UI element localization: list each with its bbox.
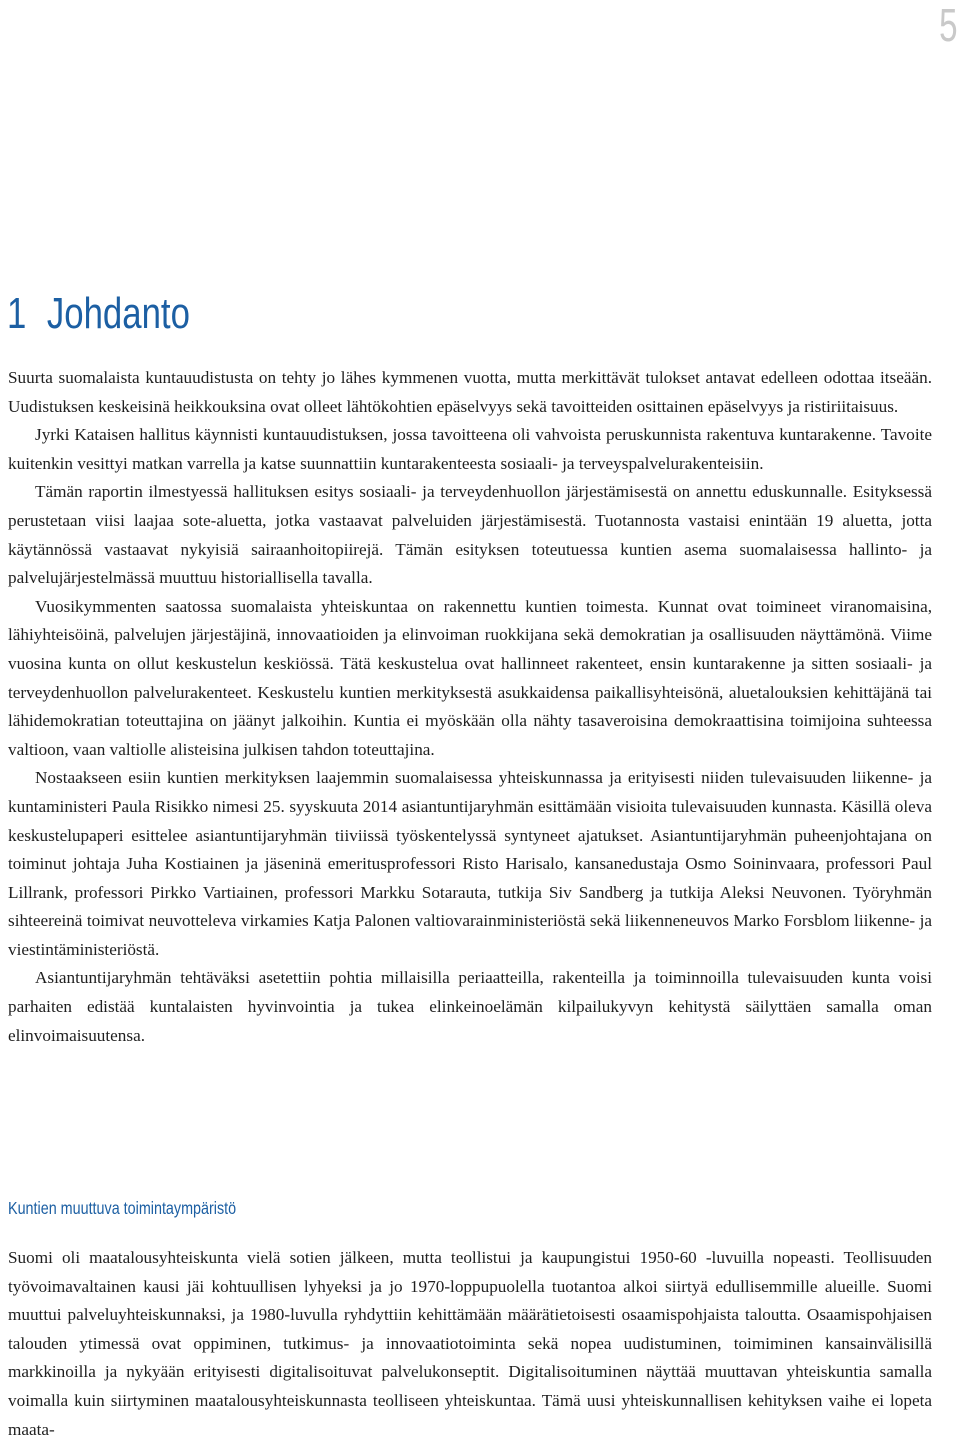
intro-paragraph-5: Nostaakseen esiin kuntien merkityksen laajemmin suomalaisessa yhteiskunnassa ja erityisesti niiden tulevaisuuden liikenne- ja kuntaministeri Paula Risikko nimesi 25. syyskuuta 2014 asiantuntijaryhmän esittämään visioita tulevaisuuden kunnasta. Käsillä oleva keskustelupaperi esittelee asiantuntijaryhmän tiiviissä työskentelyssä syntyneet ajatukset. Asiantuntijaryhmän puheenjohtajana on toiminut johtaja Juha Kostiainen ja jäseninä emeritusprofessori Risto Harisalo, kansanedustaja Osmo Soininvaara, professori Paul Lillrank, professori Pirkko Vartiainen, professori Markku Sotarauta, tutkija Siv Sandberg ja tutkija Aleksi Neuvonen. Työryhmän sihteereinä toimivat neuvotteleva virkamies Katja Palonen valtiovarainministeriöstä sekä liikenneneuvos Marko Forsblom liikenne- ja viestintäministeriöstä. bbox=[8, 768, 932, 959]
section-paragraph-1: Suomi oli maatalousyhteiskunta vielä sotien jälkeen, mutta teollistui ja kaupungistui 1950-60 -luvuilla nopeasti. Teollisuuden työvoimavaltainen kausi jäi kohtuullisen lyhyeksi ja jo 1970-loppupuolella tuotantoa alkoi siirtyä edullisemmille alueille. Suomi muuttui palveluyhteiskunnaksi, ja 1980-luvulla ryhdyttiin kehittämään määrätietoisesti osaamispohjaista taloutta. Osaamispohjaisen talouden ytimessä ovat oppiminen, tutkimus- ja innovaatiotoiminta sekä nopea uudistuminen, toimiminen kansainvälisillä markkinoilla ja nykyään erityisesti digitalisoituvat palvelukonseptit. Digitalisoituminen näyttää muuttavan yhteiskuntia samalla voimalla kuin siirtyminen maatalousyhteiskunnasta teolliseen yhteiskuntaa. Tämä uusi yhteiskunnallisen kehityksen vaihe ei lopeta maata- bbox=[8, 1248, 932, 1439]
intro-paragraph-2: Jyrki Kataisen hallitus käynnisti kuntauudistuksen, jossa tavoitteena oli vahvoista peruskunnista rakentuva kuntarakenne. Tavoite kuitenkin vesittyi matkan varrella ja katse suunnattiin kuntarakenteesta sosiaali- ja terveyspalvelurakenteisiin. bbox=[8, 425, 932, 473]
section-heading: Kuntien muuttuva toimintaympäristö bbox=[8, 1198, 237, 1218]
intro-paragraph-6: Asiantuntijaryhmän tehtäväksi asetettiin pohtia millaisilla periaatteilla, rakenteilla ja toiminnoilla tulevaisuuden kunta voisi parhaiten edistää kuntalaisten hyvinvointia ja tukea elinkeinoelämän kilpailukyvyn kehitystä säilyttäen samalla oman elinvoimaisuutensa. bbox=[8, 968, 932, 1045]
page-number: 5 bbox=[939, 0, 958, 51]
chapter-number: 1 bbox=[7, 289, 27, 338]
section-text bbox=[8, 1244, 932, 1444]
intro-paragraph-3: Tämän raportin ilmestyessä hallituksen esitys sosiaali- ja terveydenhuollon järjestämisestä on annettu eduskunnalle. Esityksessä perustetaan viisi laajaa sote-aluetta, jotka vastaavat palveluiden järjestämisestä. Tuotannosta vastaisi enintään 19 aluetta, jotta käytännössä vastaavat nykyisiä sairaanhoitopiirejä. Tämän esityksen toteutuessa kuntien asema suomalaisessa hallinto- ja palvelujärjestelmässä muuttuu historiallisella tavalla. bbox=[8, 482, 932, 588]
chapter-heading bbox=[7, 288, 190, 341]
intro-paragraph-4: Vuosikymmenten saatossa suomalaista yhteiskuntaa on rakennettu kuntien toimesta. Kunnat ovat toimineet viranomaisina, lähiyhteisöinä, palvelujen järjestäjinä, innovaatioiden ja elinvoiman ruokkijana sekä demokratian ja osallisuuden näyttämönä. Viime vuosina kunta on ollut keskustelun keskiössä. Tätä keskustelua ovat hallinneet rakenteet, ensin kuntarakenne ja sitten sosiaali- ja terveydenhuollon palvelurakenteet. Keskustelu kuntien merkityksestä asukkaidensa paikallisyhteisönä, aluetalouksien kehittäjänä tai lähidemokratian toteuttajina on jäänyt jalkoihin. Kuntia ei myöskään olla nähty tasaveroisina demokraattisina toimijoina suhteessa valtioon, vaan valtiolle alisteisina julkisen tahdon toteuttajina. bbox=[8, 596, 932, 759]
chapter-title: Johdanto bbox=[46, 289, 190, 338]
intro-paragraph-1: Suurta suomalaista kuntauudistusta on tehty jo lähes kymmenen vuotta, mutta merkittävät tulokset antavat edelleen odottaa itseään. Uudistuksen keskeisinä heikkouksina ovat olleet lähtökohtien epäselvyys sekä tavoitteiden osittainen epäselvyys ja ristiriitaisuus. bbox=[8, 368, 932, 416]
intro-text bbox=[8, 364, 932, 1050]
